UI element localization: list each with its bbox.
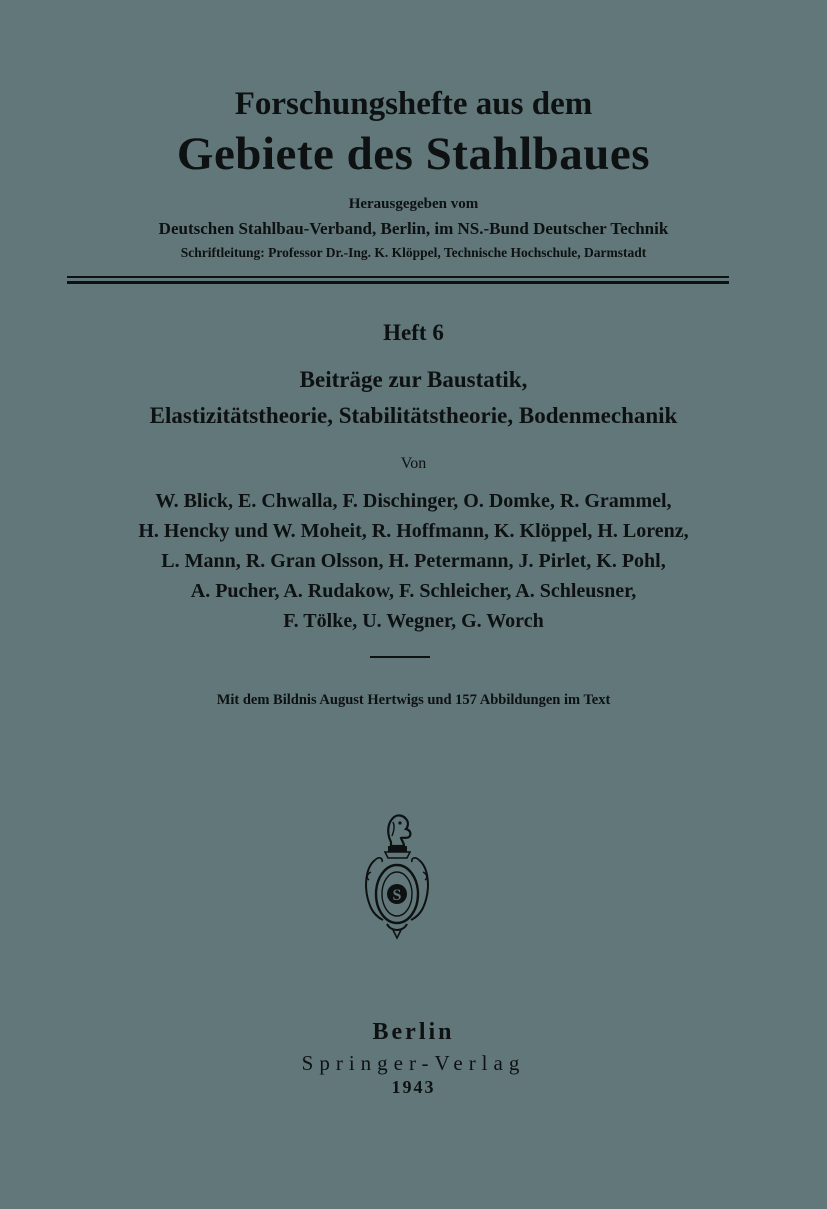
authors-line: H. Hencky und W. Moheit, R. Hoffmann, K. Klöppel, H. Lorenz, [138,520,689,542]
imprint-city: Berlin [372,1019,455,1045]
authors-line: F. Tölke, U. Wegner, G. Worch [283,610,544,632]
editor-intro: Herausgegeben vom [348,196,479,212]
illustrations-note: Mit dem Bildnis August Hertwigs und 157 Abbildungen im Text [216,692,611,708]
authors-line: A. Pucher, A. Rudakow, F. Schleicher, A. Schleusner, [190,580,637,602]
svg-text:S: S [392,887,402,904]
by-label: Von [400,455,427,472]
authors-list [0,486,827,636]
subtitle-line2: Elastizitätstheorie, Stabilitätstheorie, Bodenmechanik [149,403,678,428]
imprint-publisher: Springer-Verlag [301,1051,526,1075]
subtitle-line1: Beiträge zur Baustatik, [299,367,528,392]
series-title-line2: Gebiete des Stahlbaues [176,128,651,180]
springer-knight-logo-icon [357,812,437,942]
issue-number: Heft 6 [383,320,444,345]
imprint-year: 1943 [391,1077,436,1097]
authors-line: W. Blick, E. Chwalla, F. Dischinger, O. Domke, R. Grammel, [155,490,672,512]
divider-rule-thin [67,276,729,278]
series-title-line1: Forschungshefte aus dem [234,86,593,122]
publisher-organization: Deutschen Stahlbau-Verband, Berlin, im NS.-Bund Deutscher Technik [158,219,669,238]
short-divider [370,656,430,658]
authors-line: L. Mann, R. Gran Olsson, H. Petermann, J. Pirlet, K. Pohl, [161,550,666,572]
editorship-note: Schriftleitung: Professor Dr.-Ing. K. Klöppel, Technische Hochschule, Darmstadt [180,245,647,260]
divider-rule-thick [67,281,729,284]
